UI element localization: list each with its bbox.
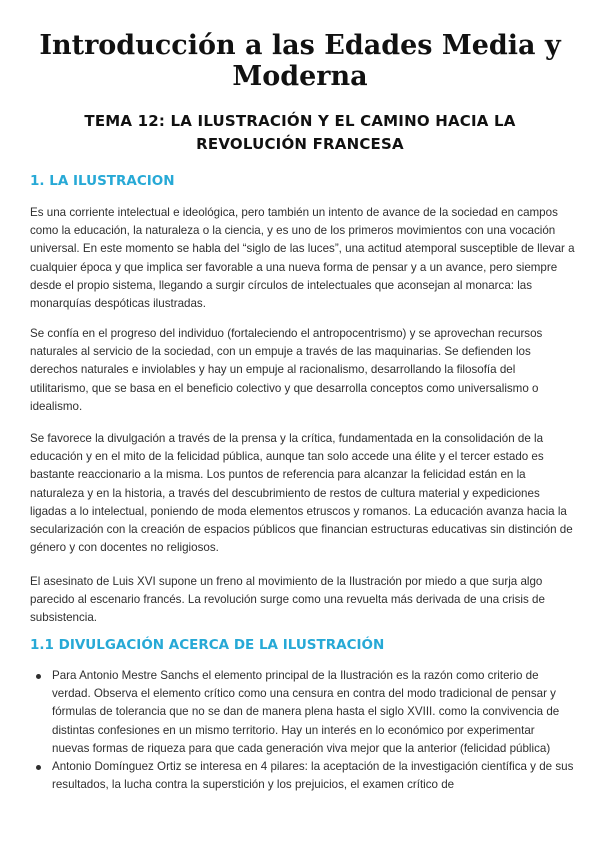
paragraph: Se favorece la divulgación a través de la prensa y la crítica, fundamentada en la consolidación de la educación y en el mito de la felicidad pública, aunque tan solo accede una élite y el tercer estado es bastante reaccionario a la misma. Los puntos de referencia para alcanzar la felicidad están en la naturaleza y en la historia, a través del descubrimiento de restos de cultura material y expediciones ligadas a lo intelectual, poniendo de moda elementos etruscos y romanos. La educación avanza hacia la secularización con la creación de espacios públicos que financian estructuras educativas sin distinción de género y con docentes no religiosos.	[30, 432, 573, 555]
list-item-text: Antonio Domínguez Ortiz se interesa en 4 pilares: la aceptación de la investigación científica y de sus resultados, la lucha contra la superstición y los prejuicios, el examen crítico de	[52, 760, 574, 792]
bullet-icon	[36, 674, 41, 679]
list-item	[30, 667, 575, 758]
page-subtitle: TEMA 12: LA ILUSTRACIÓN Y EL CAMINO HACIA LA REVOLUCIÓN FRANCESA	[84, 112, 516, 153]
section-heading-divulgacion: 1.1 DIVULGACIÓN ACERCA DE LA ILUSTRACIÓN	[30, 637, 385, 653]
paragraph: Es una corriente intelectual e ideológica, pero también un intento de avance de la sociedad en campos como la educación, la naturaleza o la ciencia, y es uno de los primeros movimientos con una vocación universal. En este momento se habla del “siglo de las luces”, una actitud atemporal susceptible de llevar a cualquier época y que implica ser favorable a una nueva forma de pensar y a un avance, pero siempre desde el propio sistema, llegando a surgir círculos de intelectuales que aconsejan al monarca: las monarquías despóticas ilustradas.	[30, 206, 575, 311]
paragraph: Se confía en el progreso del individuo (fortaleciendo el antropocentrismo) y se aprovechan recursos naturales al servicio de la sociedad, con un empuje a través de las maquinarias. Se defienden los derechos naturales e inviolables y hay un empuje al racionalismo, desarrollando la filosofía del utilitarismo, que se basa en el beneficio colectivo y que desarrolla conceptos como universalismo o idealismo.	[30, 327, 543, 413]
bullet-list	[30, 667, 575, 794]
bullet-icon	[36, 765, 41, 770]
page-title: Introducción a las Edades Media y Moderna	[39, 30, 561, 92]
list-item-text: Para Antonio Mestre Sanchs el elemento principal de la Ilustración es la razón como criterio de verdad. Observa el elemento crítico como una censura en contra del modo tradicional de pensar y fórmulas de tolerancia que no se dan de manera plena hasta el siglo XVIII. como la convivencia de distintas confesiones en un mismo territorio. Hay un interés en lo económico por experimentar nuevas formas de riqueza para que cada generación viva mejor que la anterior (felicidad pública)	[52, 669, 560, 755]
list-item	[30, 758, 575, 794]
section-heading-ilustracion: 1. LA ILUSTRACION	[30, 173, 175, 189]
paragraph: El asesinato de Luis XVI supone un freno al movimiento de la Ilustración por miedo a que surja algo parecido al escenario francés. La revolución surge como una revuelta más derivada de una crisis de subsistencia.	[30, 575, 545, 625]
